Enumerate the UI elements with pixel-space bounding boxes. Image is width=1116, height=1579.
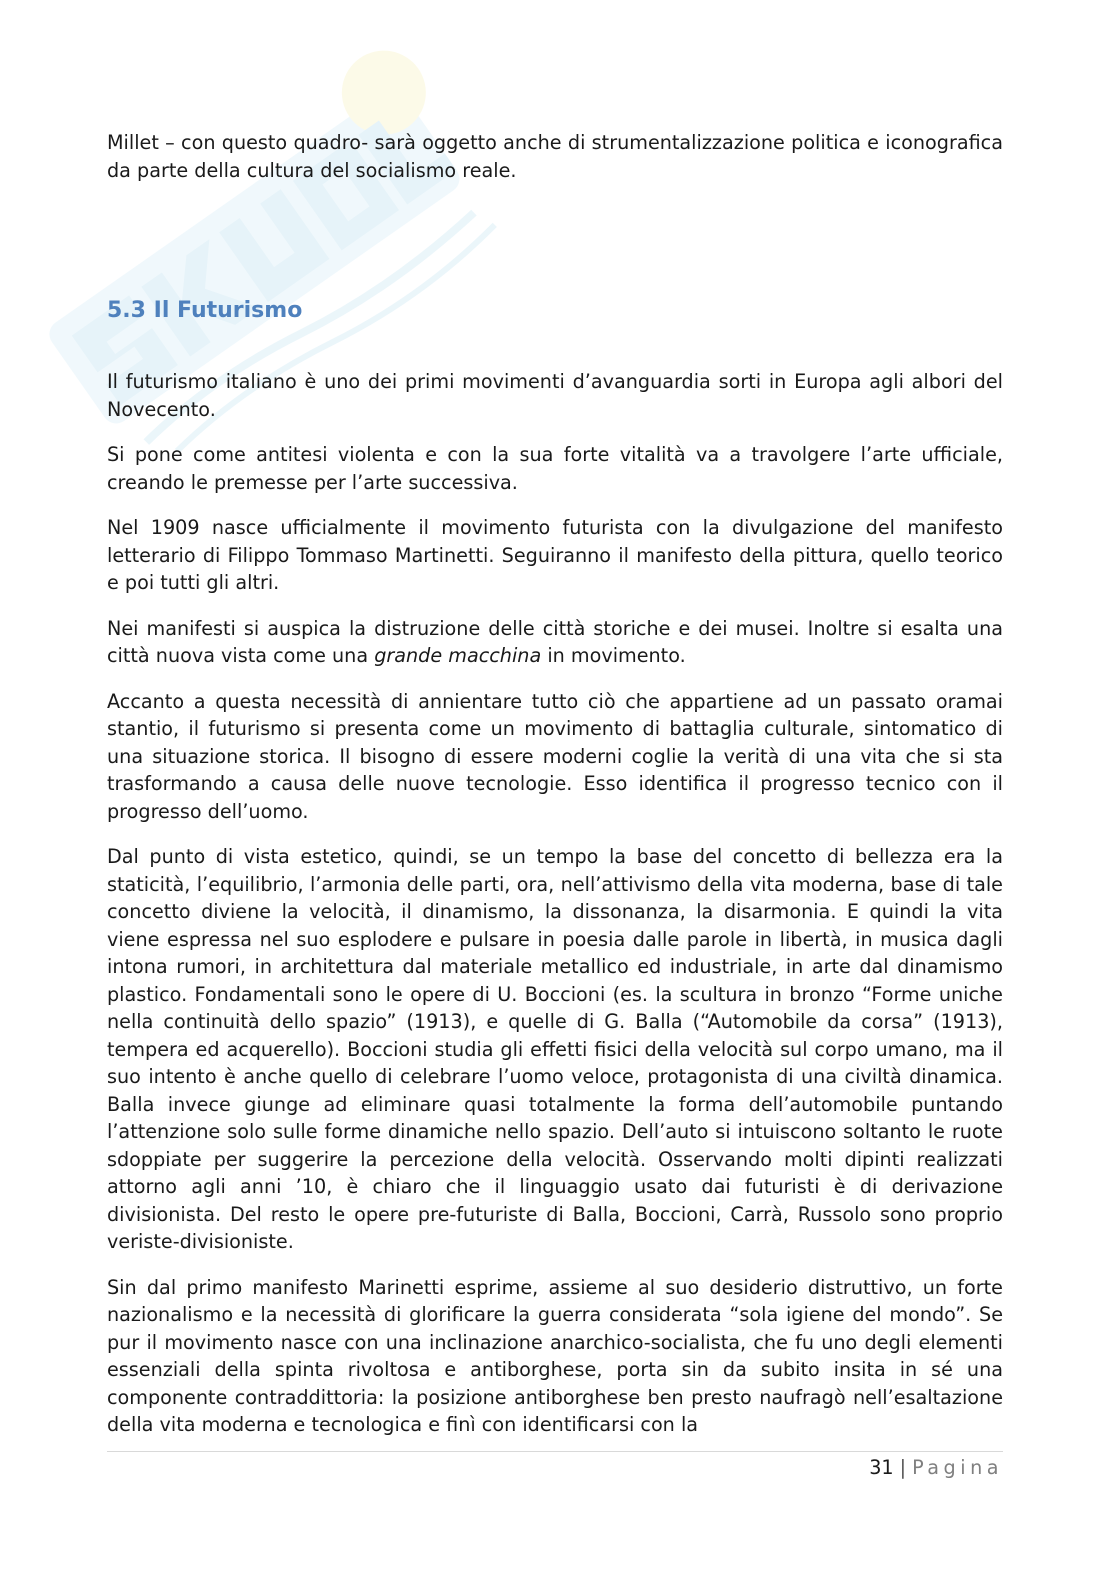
page-label: Pagina [912, 1456, 1003, 1479]
body-paragraph [107, 615, 1003, 670]
body-paragraph: Nel 1909 nasce ufficialmente il movimento futurista con la divulgazione del manifesto letterario di Filippo Tommaso Martinetti. Seguiranno il manifesto della pittura, quello teorico e poi tutti gli altri. [107, 516, 1003, 594]
section-heading: 5.3 Il Futurismo [107, 298, 303, 323]
footer-divider [107, 1451, 1003, 1452]
footer-separator: | [899, 1456, 907, 1479]
body-paragraph: Il futurismo italiano è uno dei primi movimenti d’avanguardia sorti in Europa agli albori del Novecento. [107, 370, 1003, 421]
paragraph-text: Nei manifesti si auspica la distruzione delle città storiche e dei musei. Inoltre si esalta una città nuova vista come una [107, 616, 1003, 667]
body-paragraph: Dal punto di vista estetico, quindi, se un tempo la base del concetto di bellezza era la staticità, l’equilibrio, l’armonia delle parti, ora, nell’attivismo della vita moderna, base di tale concetto diviene la velocità, il dinamismo, la dissonanza, la disarmonia. E quindi la vita viene espressa nel suo esplodere e pulsare in poesia dalle parole in libertà, in musica dagli intona rumori, in architettura dal materiale metallico ed industriale, in arte dal dinamismo plastico. Fondamentali sono le opere di U. Boccioni (es. la scultura in bronzo “Forme uniche nella continuità dello spazio” (1913), e quelle di G. Balla (“Automobile da corsa” (1913), tempera ed acquerello). Boccioni studia gli effetti fisici della velocità sul corpo umano, ma il suo intento è anche quello di celebrare l’uomo veloce, protagonista di una civiltà dinamica. Balla invece giunge ad eliminare quasi totalmente la forma dell’automobile puntando l’attenzione solo sulle forme dinamiche nello spazio. Dell’auto si intuiscono soltanto le ruote sdoppiate per suggerire la percezione della velocità. Osservando molti dipinti realizzati attorno agli anni ’10, è chiaro che il linguaggio usato dai futuristi è di derivazione divisionista. Del resto le opere pre-futuriste di Balla, Boccioni, Carrà, Russolo sono proprio veriste-divisioniste. [107, 845, 1003, 1253]
body-paragraph: Si pone come antitesi violenta e con la sua forte vitalità va a travolgere l’arte ufficiale, creando le premesse per l’arte successiva. [107, 443, 1003, 494]
page-number: 31 [869, 1456, 894, 1479]
page-content [107, 129, 1003, 1457]
paragraph-text: in movimento. [541, 644, 686, 667]
page-footer [869, 1454, 1003, 1481]
emphasized-text: grande macchina [374, 644, 542, 667]
body-paragraph: Sin dal primo manifesto Marinetti esprime, assieme al suo desiderio distruttivo, un forte nazionalismo e la necessità di glorificare la guerra considerata “sola igiene del mondo”. Se pur il movimento nasce con una inclinazione anarchico-socialista, che fu uno degli elementi essenziali della spinta rivoltosa e antiborghese, porta sin da subito insita in sé una componente contraddittoria: la posizione antiborghese ben presto naufragò nell’esaltazione della vita moderna e tecnologica e finì con identificarsi con la [107, 1275, 1003, 1436]
body-paragraph: Accanto a questa necessità di annientare tutto ciò che appartiene ad un passato oramai stantio, il futurismo si presenta come un movimento di battaglia culturale, sintomatico di una situazione storica. Il bisogno di essere moderni coglie la verità di una vita che si sta trasformando a causa delle nuove tecnologie. Esso identifica il progresso tecnico con il progresso dell’uomo. [107, 689, 1003, 823]
intro-paragraph: Millet – con questo quadro- sarà oggetto anche di strumentalizzazione politica e iconografica da parte della cultura del socialismo reale. [107, 131, 1003, 182]
